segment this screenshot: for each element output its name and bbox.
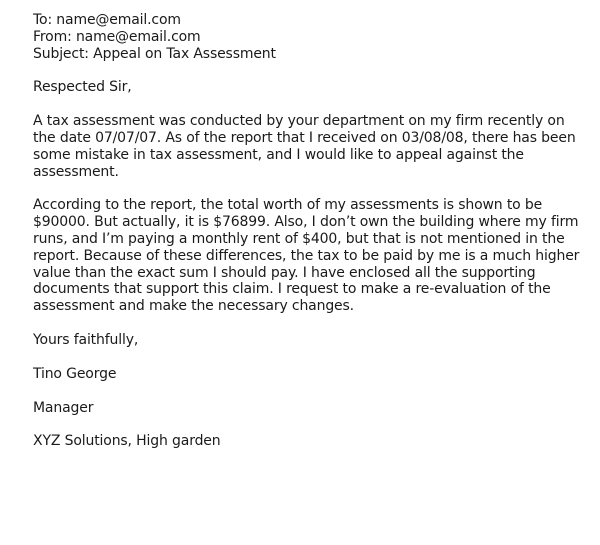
- to-line: To: name@email.com: [33, 12, 181, 28]
- paragraph-line: value than the exact sum I should pay. I have enclosed all the supporting: [33, 264, 536, 281]
- paragraph-line: $90000. But actually, it is $76899. Also, I don’t own the building where my firm: [33, 214, 579, 231]
- subject-line: Subject: Appeal on Tax Assessment: [33, 45, 276, 62]
- paragraph-line: A tax assessment was conducted by your department on my firm recently on: [33, 113, 565, 130]
- signature-name: Tino George: [33, 365, 117, 382]
- paragraph-line: assessment.: [33, 163, 119, 180]
- paragraph-line: report. Because of these differences, the tax to be paid by me is a much higher: [33, 247, 580, 264]
- signature-title: Manager: [33, 399, 94, 416]
- letter-document: [33, 12, 578, 450]
- body-paragraph-2: [33, 197, 578, 315]
- paragraph-line: According to the report, the total worth of my assessments is shown to be: [33, 197, 543, 214]
- paragraph-line: assessment and make the necessary changes.: [33, 298, 354, 315]
- paragraph-line: some mistake in tax assessment, and I would like to appeal against the: [33, 146, 524, 163]
- from-line: From: name@email.com: [33, 28, 201, 45]
- salutation: Respected Sir,: [33, 79, 132, 96]
- email-header: [33, 12, 578, 62]
- signature-company: XYZ Solutions, High garden: [33, 433, 221, 450]
- body-paragraph-1: [33, 113, 578, 180]
- paragraph-line: documents that support this claim. I request to make a re-evaluation of the: [33, 281, 551, 298]
- closing: Yours faithfully,: [33, 331, 139, 348]
- paragraph-line: runs, and I’m paying a monthly rent of $400, but that is not mentioned in the: [33, 230, 565, 247]
- paragraph-line: the date 07/07/07. As of the report that I received on 03/08/08, there has been: [33, 129, 576, 146]
